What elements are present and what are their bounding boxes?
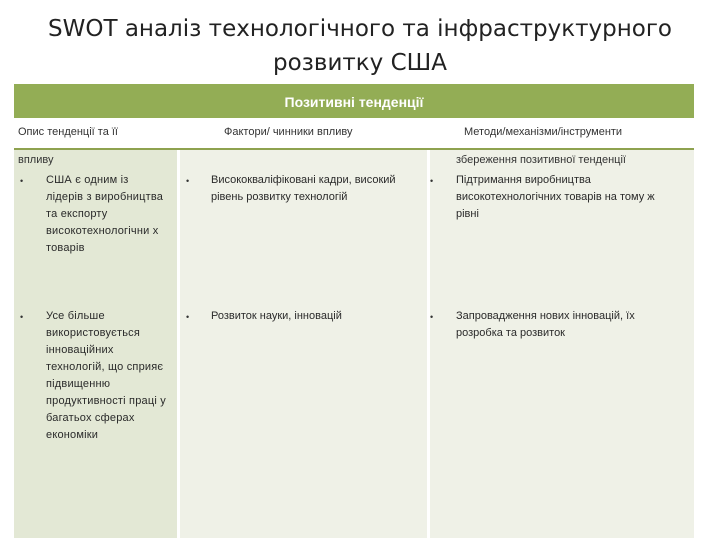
slide-title-line-2: розвитку США <box>272 50 447 76</box>
header-description-continued: впливу <box>18 154 54 166</box>
row-1-methods: Підтримання виробництва високотехнологічних товарів на тому ж рівні <box>456 174 655 220</box>
bullet-icon: • <box>430 176 434 186</box>
bullet-icon: • <box>186 176 190 186</box>
row-2-factors: Розвиток науки, інновацій <box>211 310 342 322</box>
row-1-description: США є одним із лідерів з виробництва та експорту високотехнологічни х товарів <box>46 174 164 254</box>
header-methods: Методи/механізми/інструменти <box>464 126 623 138</box>
bullet-icon: • <box>20 176 24 186</box>
bullet-icon: • <box>430 312 434 322</box>
table-header-row <box>14 118 694 150</box>
header-methods-continued: збереження позитивної тенденції <box>456 154 626 166</box>
row-2-description: Усе більше використовується інноваційних технологій, що сприяє підвищенню продуктивності праці у багатьох сферах економіки <box>46 310 166 441</box>
bullet-icon: • <box>20 312 24 322</box>
row-1-factors: Висококваліфіковані кадри, високий рівень розвитку технологій <box>211 174 396 203</box>
bullet-icon: • <box>186 312 190 322</box>
slide-title <box>0 12 720 80</box>
header-factors: Фактори/ чинники впливу <box>224 126 353 138</box>
row-2-methods: Запровадження нових інновацій, їх розробка та розвиток <box>456 310 635 339</box>
section-banner: Позитивні тенденції <box>14 84 694 118</box>
swot-table <box>14 118 694 538</box>
header-description: Опис тенденції та її <box>18 126 118 138</box>
slide-title-line-1: SWOT аналіз технологічного та інфраструктурного <box>48 16 672 42</box>
